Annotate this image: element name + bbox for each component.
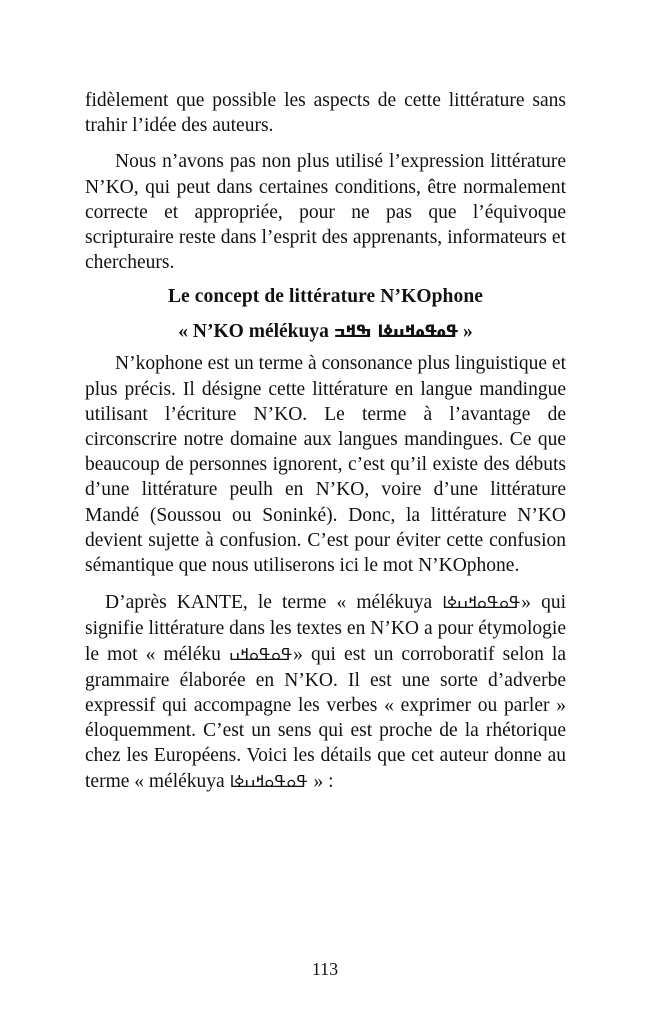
nko-word-meleku: ߟߋߟߋߞߎ xyxy=(229,644,294,665)
etymology-text-3: » qui est un corroboratif selon la grammaire élaborée en N’KO. Il est une sorte d’adverbe expressif qui accompagne les verbes « exprimer ou parler » éloquemment. C’est un sens qui est proche de la rhétorique chez les Européens. Voici les détails que cet auteur donne au terme « mélékuya xyxy=(85,643,567,792)
etymology-text-1: D’après KANTE, le terme « mélékuya xyxy=(105,592,443,614)
etymology-text-2: » qui signifie littérature dans les textes en N’KO a pour étymologie le mot « méléku xyxy=(85,592,566,665)
paragraph-kante-etymology xyxy=(85,590,566,795)
paragraph-nko-literature: Nous n’avons pas non plus utilisé l’expression littérature N’KO, qui peut dans certaines conditions, être normalement correcte et appropriée, pour ne pas que l’équivoque scripturaire reste dans l’esprit des apprenants, informateurs et chercheurs. xyxy=(85,151,566,274)
nko-word-melekuya: ߟߋߟߋߞߎߦߊ xyxy=(442,593,522,614)
subtitle-nko-text: ߟߋߟߋߞߎߦߊ ߒߞߏ xyxy=(333,322,459,343)
subtitle-open: « N’KO mélékuya xyxy=(178,321,334,343)
subtitle-close: » xyxy=(458,321,473,343)
etymology-text-4: » : xyxy=(308,770,334,792)
page-body xyxy=(85,88,566,795)
paragraph-continuation: fidèlement que possible les aspects de cette littérature sans trahir l’idée des auteurs. xyxy=(85,90,566,137)
nko-word-melekuya-final: ߟߋߟߋߞߎߦߊ xyxy=(229,771,309,792)
page-number: 113 xyxy=(311,959,339,979)
paragraph-nkophone-definition: N’kophone est un terme à consonance plus linguistique et plus précis. Il désigne cette littérature en langue mandingue utilisant l’écriture N’KO. Le terme à l’avantage de circonscrire notre domaine aux langues mandingues. Ce que beaucoup de personnes ignorent, c’est qu’il existe des débuts d’une littérature peulh en N’KO, voire d’une littérature Mandé (Soussou ou Soninké). Donc, la littérature N’KO devient sujette à confusion. C’est pour éviter cette confusion sémantique que nous utiliserons ici le mot N’KOphone. xyxy=(85,353,566,577)
section-title: Le concept de littérature N’KOphone xyxy=(167,286,484,308)
section-subtitle xyxy=(85,319,566,345)
